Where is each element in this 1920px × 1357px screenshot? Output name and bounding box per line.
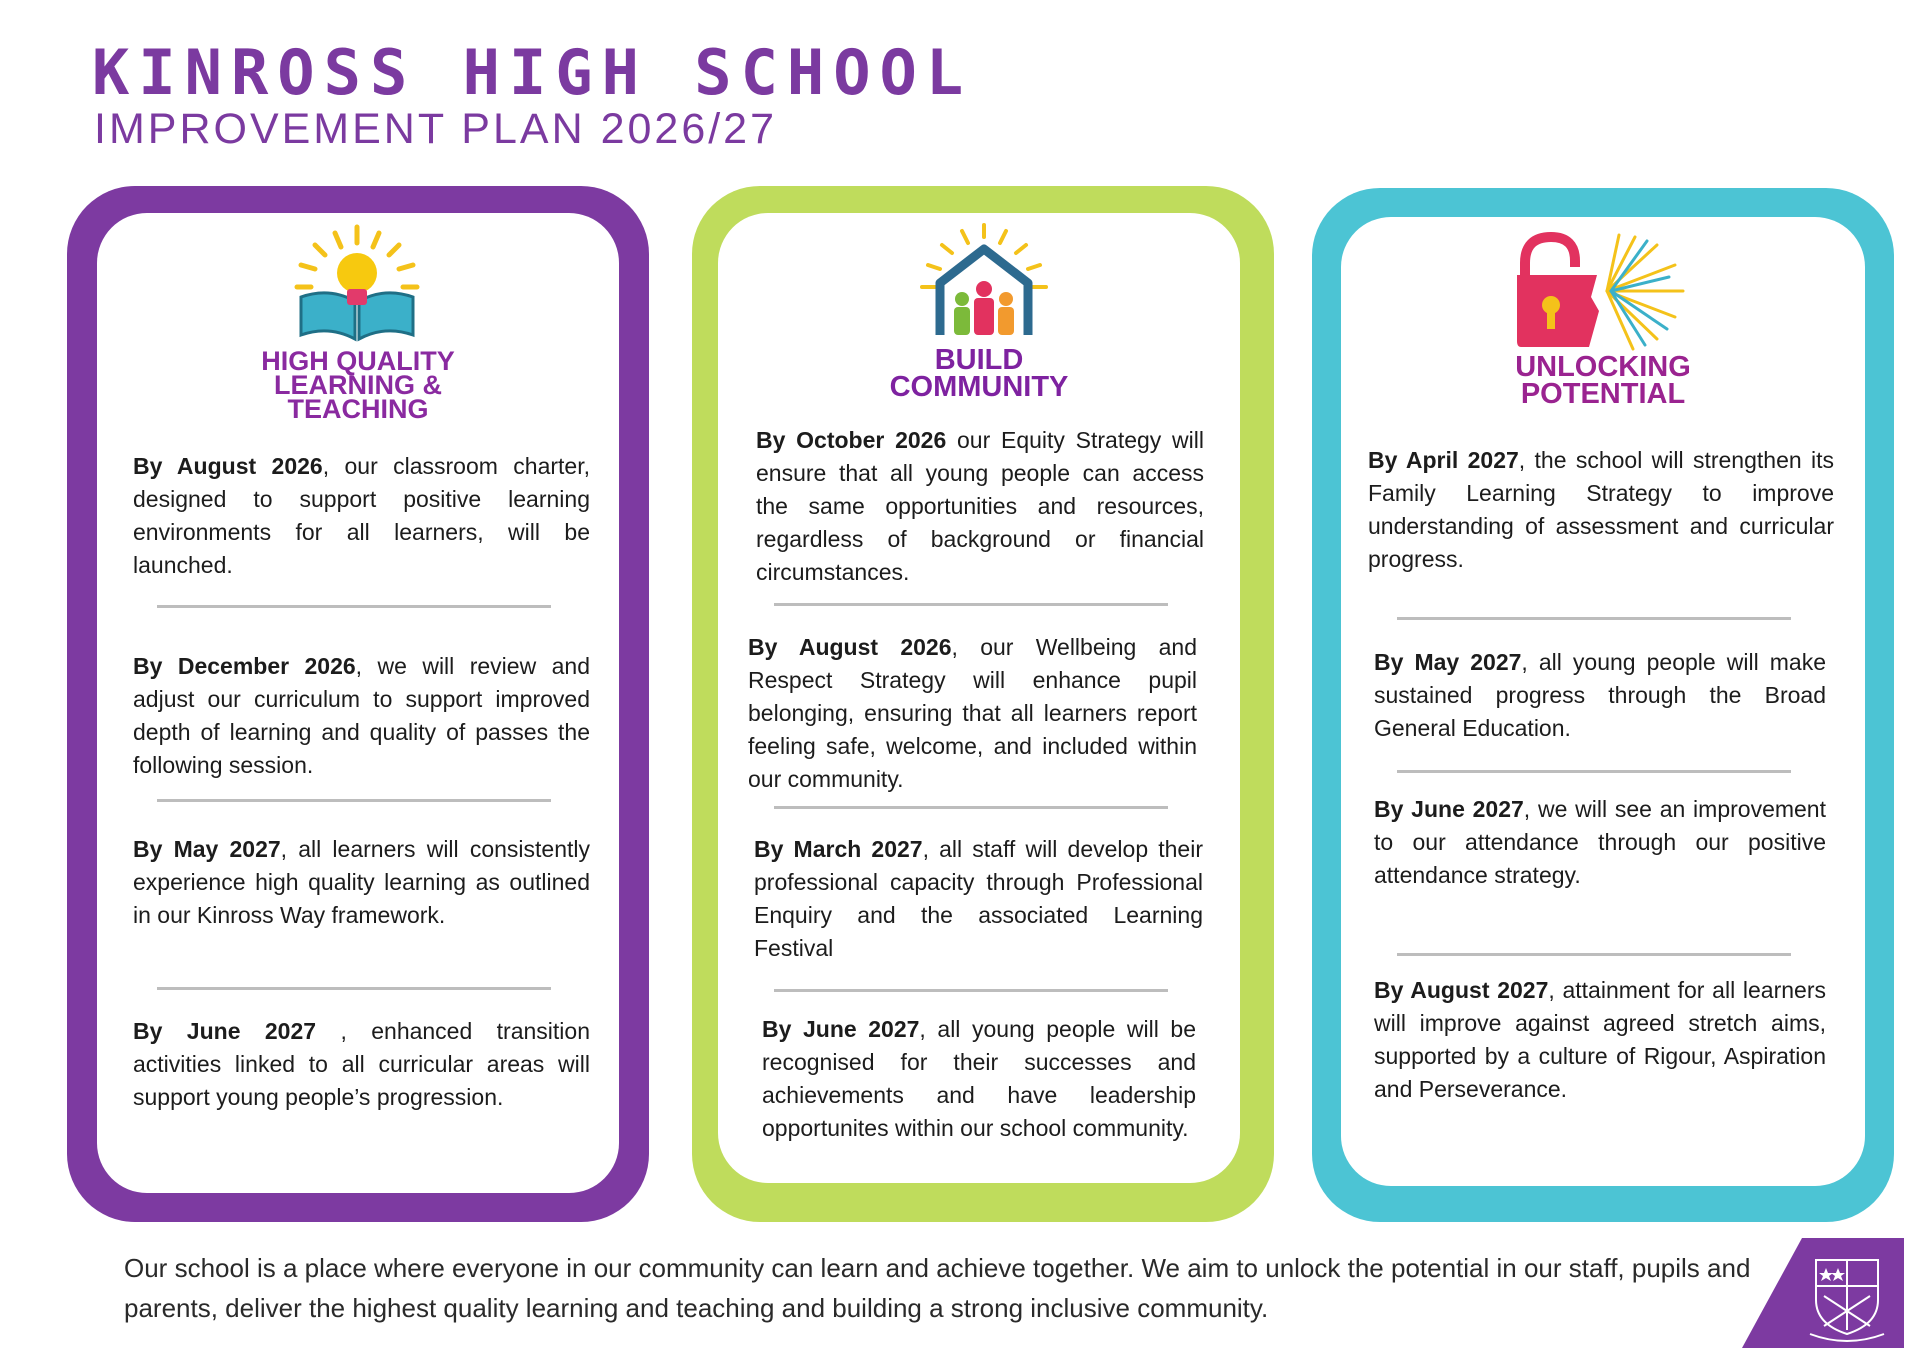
lightbulb-book-icon <box>277 221 437 351</box>
panel-build-community <box>692 186 1274 1222</box>
divider <box>157 799 551 802</box>
heading-line: HIGH QUALITY <box>261 346 455 376</box>
goal-entry <box>754 833 1203 965</box>
goal-entry <box>1368 444 1834 576</box>
goal-text: , all young people will be recognised for their successes and achievements and have leadership opportunites within our school community. <box>762 1016 1197 1141</box>
goal-text: our Equity Strategy will ensure that all young people can access the same opportunities and resources, regardless of background or financial circumstances. <box>756 427 1204 585</box>
goal-entry <box>756 424 1204 589</box>
goal-entry <box>762 1013 1196 1145</box>
heading-line: POTENTIAL <box>1520 378 1686 410</box>
school-crest-icon <box>1742 1238 1904 1348</box>
padlock-burst-icon <box>1511 231 1701 361</box>
goal-date: By December 2026 <box>133 653 356 679</box>
goal-text: , all staff will develop their professional capacity through Professional Enquiry and the associated Learning Festival <box>754 836 1203 961</box>
panel-learning-teaching-body <box>97 213 619 1193</box>
heading-unlocking-potential <box>1341 351 1865 410</box>
goal-entry <box>1374 646 1826 745</box>
goal-date: By August 2027 <box>1374 977 1549 1003</box>
divider <box>1397 770 1791 773</box>
panel-learning-teaching <box>67 186 649 1222</box>
divider <box>774 603 1168 606</box>
goal-text: , attainment for all learners will improve against agreed stretch aims, supported by a culture of Rigour, Aspiration and Perseverance. <box>1374 977 1827 1102</box>
house-family-icon <box>914 223 1054 343</box>
panel-unlocking-potential <box>1312 188 1894 1222</box>
panel-unlocking-potential-body <box>1341 217 1865 1186</box>
heading-build-community <box>718 344 1240 403</box>
goal-text: , our Wellbeing and Respect Strategy will enhance pupil belonging, ensuring that all learners report feeling safe, welcome, and included within our community. <box>748 634 1197 792</box>
goal-date: By May 2027 <box>133 836 281 862</box>
goal-date: By August 2026 <box>748 634 952 660</box>
goal-date: By June 2027 <box>133 1018 317 1044</box>
goal-entry <box>1374 974 1826 1106</box>
divider <box>1397 953 1791 956</box>
school-title: KINROSS HIGH SCHOOL <box>92 36 973 109</box>
divider <box>157 987 551 990</box>
goal-text: , we will see an improvement to our attendance through our positive attendance strategy. <box>1374 796 1826 888</box>
divider <box>157 605 551 608</box>
goal-text: , our classroom charter, designed to support positive learning environments for all learners, will be launched. <box>133 453 591 578</box>
goal-entry <box>133 833 590 932</box>
goal-entry <box>748 631 1197 796</box>
heading-learning-teaching <box>97 346 619 424</box>
goal-date: By August 2026 <box>133 453 323 479</box>
plan-title: IMPROVEMENT PLAN 2026/27 <box>94 105 778 153</box>
goal-entry <box>133 650 590 782</box>
goal-date: By March 2027 <box>754 836 923 862</box>
heading-line: LEARNING & <box>274 370 442 400</box>
goal-text: , all young people will make sustained progress through the Broad General Education. <box>1374 649 1826 741</box>
goal-entry <box>133 450 590 582</box>
divider <box>774 806 1168 809</box>
heading-line: BUILD <box>934 344 1024 376</box>
goal-entry <box>133 1015 590 1114</box>
goal-text: , enhanced transition activities linked to all curricular areas will support young people’s progression. <box>133 1018 590 1110</box>
panel-build-community-body <box>718 213 1240 1183</box>
goal-date: By October 2026 <box>756 427 947 453</box>
goal-text: , the school will strengthen its Family Learning Strategy to improve understanding of assessment and curricular progress. <box>1368 447 1834 572</box>
goal-date: By April 2027 <box>1368 447 1519 473</box>
divider <box>774 989 1168 992</box>
heading-line: UNLOCKING <box>1515 351 1691 383</box>
heading-line: COMMUNITY <box>889 371 1069 403</box>
mission-statement: Our school is a place where everyone in our community can learn and achieve together. We aim to unlock the potential in our staff, pupils and parents, deliver the highest quality learning and teaching and building a strong inclusive community. <box>124 1253 1751 1323</box>
goal-text: , all learners will consistently experience high quality learning as outlined in our Kinross Way framework. <box>133 836 590 928</box>
goal-entry <box>1374 793 1826 892</box>
goal-date: By June 2027 <box>762 1016 920 1042</box>
divider <box>1397 617 1791 620</box>
goal-text: , we will review and adjust our curriculum to support improved depth of learning and quality of passes the following session. <box>133 653 590 778</box>
heading-line: TEACHING <box>287 394 429 424</box>
goal-date: By June 2027 <box>1374 796 1524 822</box>
goal-date: By May 2027 <box>1374 649 1522 675</box>
